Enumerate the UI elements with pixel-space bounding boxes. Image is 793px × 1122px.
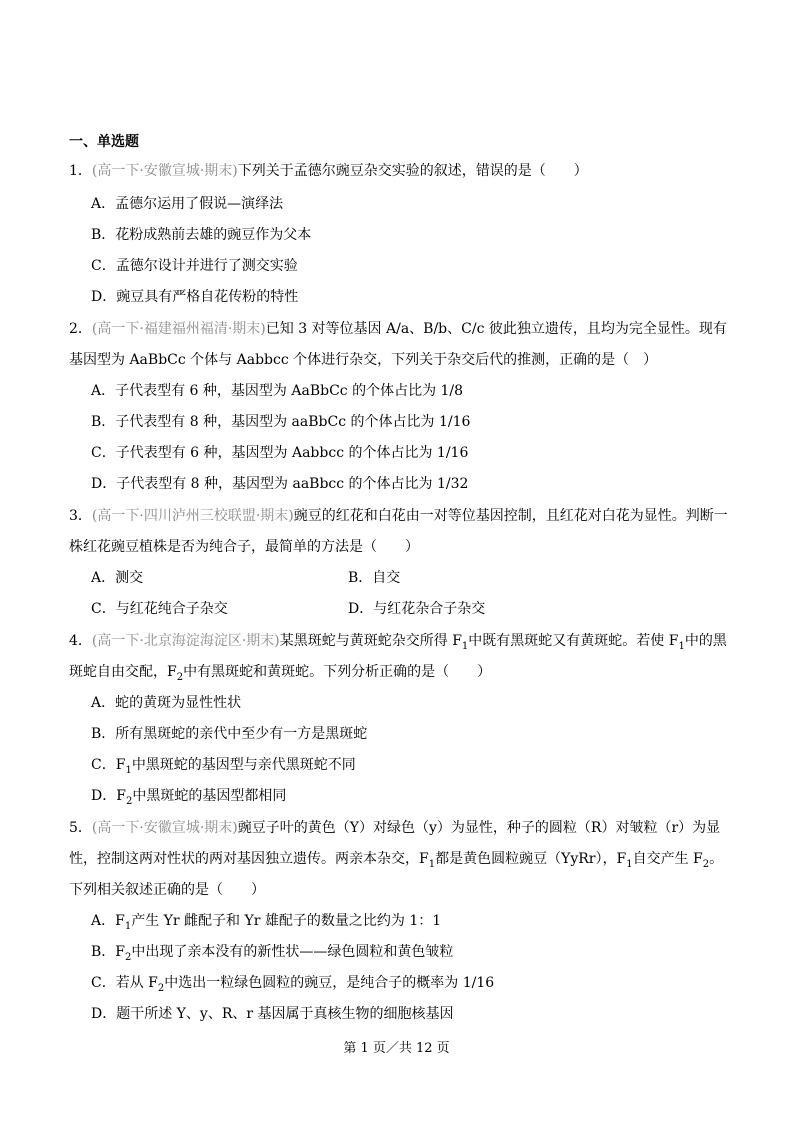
question-5-option-a (91, 911, 441, 931)
question-stem-text: 某黑斑蛇与黄斑蛇杂交所得 F (279, 633, 462, 649)
option-text: B．F (91, 944, 126, 960)
question-3 (69, 501, 729, 563)
question-stem-text: 。下列相关叙述正确的是（ ） (69, 851, 724, 898)
question-4 (69, 626, 729, 688)
question-3-option-c: C．与红花纯合子杂交 (91, 601, 228, 617)
subscript: 1 (626, 858, 633, 870)
question-number: 1． (69, 163, 92, 179)
question-number: 3． (69, 508, 92, 524)
question-3-option-a: A．测交 (91, 570, 144, 586)
question-5-option-b (91, 942, 453, 962)
subscript: 1 (678, 640, 685, 652)
subscript: 1 (428, 858, 436, 870)
question-1-option-b: B．花粉成熟前去雄的豌豆作为父本 (91, 227, 312, 243)
subscript: 2 (125, 951, 132, 963)
option-text: D．F (91, 788, 126, 804)
option-text: 中黑斑蛇的基因型与亲代黑斑蛇不同 (131, 757, 356, 773)
question-stem: 下列关于孟德尔豌豆杂交实验的叙述，错误的是（ ） (237, 163, 588, 179)
question-3-option-d: D．与红花杂合子杂交 (348, 601, 486, 617)
question-number: 2． (69, 321, 92, 337)
subscript: 1 (461, 640, 469, 652)
question-1-option-a: A．孟德尔运用了假说—演绎法 (91, 196, 284, 212)
question-1-option-c: C．孟德尔设计并进行了测交实验 (91, 258, 298, 274)
question-1-option-d: D．豌豆具有严格自花传粉的特性 (91, 289, 299, 305)
question-stem: 已知 3 对等位基因 A/a、B/b、C/c 彼此独立遗传，且均为完全显性。现有基因型为 AaBbCc 个体与 Aabbcc 个体进行杂交，下列关于杂交后代的推测，正确的是（ ） (69, 321, 727, 368)
option-text: C．若从 F (91, 975, 158, 991)
question-1 (69, 156, 729, 187)
option-text: 中出现了亲本没有的新性状——绿色圆粒和黄色皱粒 (131, 944, 454, 960)
option-text: 中黑斑蛇的基因型都相同 (132, 788, 287, 804)
question-number: 5． (69, 820, 92, 836)
question-stem-text: 中的黑斑蛇自由交配，F (69, 633, 727, 680)
option-text: 产生 Yr 雌配子和 Yr 雄配子的数量之比约为 1：1 (131, 913, 442, 929)
option-text: C．F (91, 757, 126, 773)
question-2-option-d: D．子代表型有 8 种，基因型为 aaBbcc 的个体占比为 1/32 (91, 476, 469, 492)
section-title: 一、单选题 (69, 134, 139, 150)
subscript: 2 (125, 795, 133, 807)
question-stem-text: 中有黑斑蛇和黄斑蛇。下列分析正确的是（ ） (183, 664, 492, 680)
question-4-option-c (91, 755, 356, 775)
question-3-option-b: B．自交 (348, 570, 401, 586)
question-5-option-c (91, 973, 494, 993)
question-source: (高一下·北京海淀海淀区·期末) (91, 633, 280, 649)
question-number: 4． (69, 633, 92, 649)
question-source: (高一下·安徽宣城·期末) (91, 820, 238, 836)
question-4-option-b: B．所有黑斑蛇的亲代中至少有一方是黑斑蛇 (91, 726, 368, 742)
question-4-option-a: A．蛇的黄斑为显性性状 (91, 695, 242, 711)
subscript: 2 (157, 982, 165, 994)
question-stem: 豌豆的红花和白花由一对等位基因控制，且红花对白花为显性。判断一株红花豌豆植株是否为纯合子，最简单的方法是（ ） (69, 508, 728, 555)
question-stem-text: 豌豆子叶的黄色（Y）对绿色（y）为显性，种子的圆粒（R）对皱粒（r）为显性，控制这两对性状的两对基因独立遗传。两亲本杂交，F (69, 820, 721, 867)
question-2-option-b: B．子代表型有 8 种，基因型为 aaBbCc 的个体占比为 1/16 (91, 414, 471, 430)
subscript: 2 (702, 858, 710, 870)
question-stem-text: 自交产生 F (632, 851, 703, 867)
question-2 (69, 314, 729, 376)
subscript: 1 (124, 920, 132, 932)
question-stem-text: 中既有黑斑蛇又有黄斑蛇。若使 F (468, 633, 679, 649)
subscript: 2 (176, 671, 184, 683)
question-source: (高一下·四川泸州三校联盟·期末) (91, 508, 294, 524)
question-5 (69, 813, 729, 906)
question-source: (高一下·福建福州福清·期末) (91, 321, 266, 337)
question-2-option-a: A．子代表型有 6 种，基因型为 AaBbCc 的个体占比为 1/8 (91, 383, 464, 399)
question-4-option-d (91, 786, 286, 806)
question-5-option-d: D．题干所述 Y、y、R、r 基因属于真核生物的细胞核基因 (91, 1006, 454, 1022)
question-2-option-c: C．子代表型有 6 种，基因型为 Aabbcc 的个体占比为 1/16 (91, 445, 469, 461)
page-footer: 第 1 页／共 12 页 (343, 1041, 450, 1056)
question-source: (高一下·安徽宣城·期末) (91, 163, 238, 179)
option-text: A．F (91, 913, 125, 929)
question-stem-text: 都是黄色圆粒豌豆（YyRr），F (435, 851, 627, 867)
option-text: 中选出一粒绿色圆粒的豌豆，是纯合子的概率为 1/16 (164, 975, 495, 991)
subscript: 1 (125, 764, 132, 776)
